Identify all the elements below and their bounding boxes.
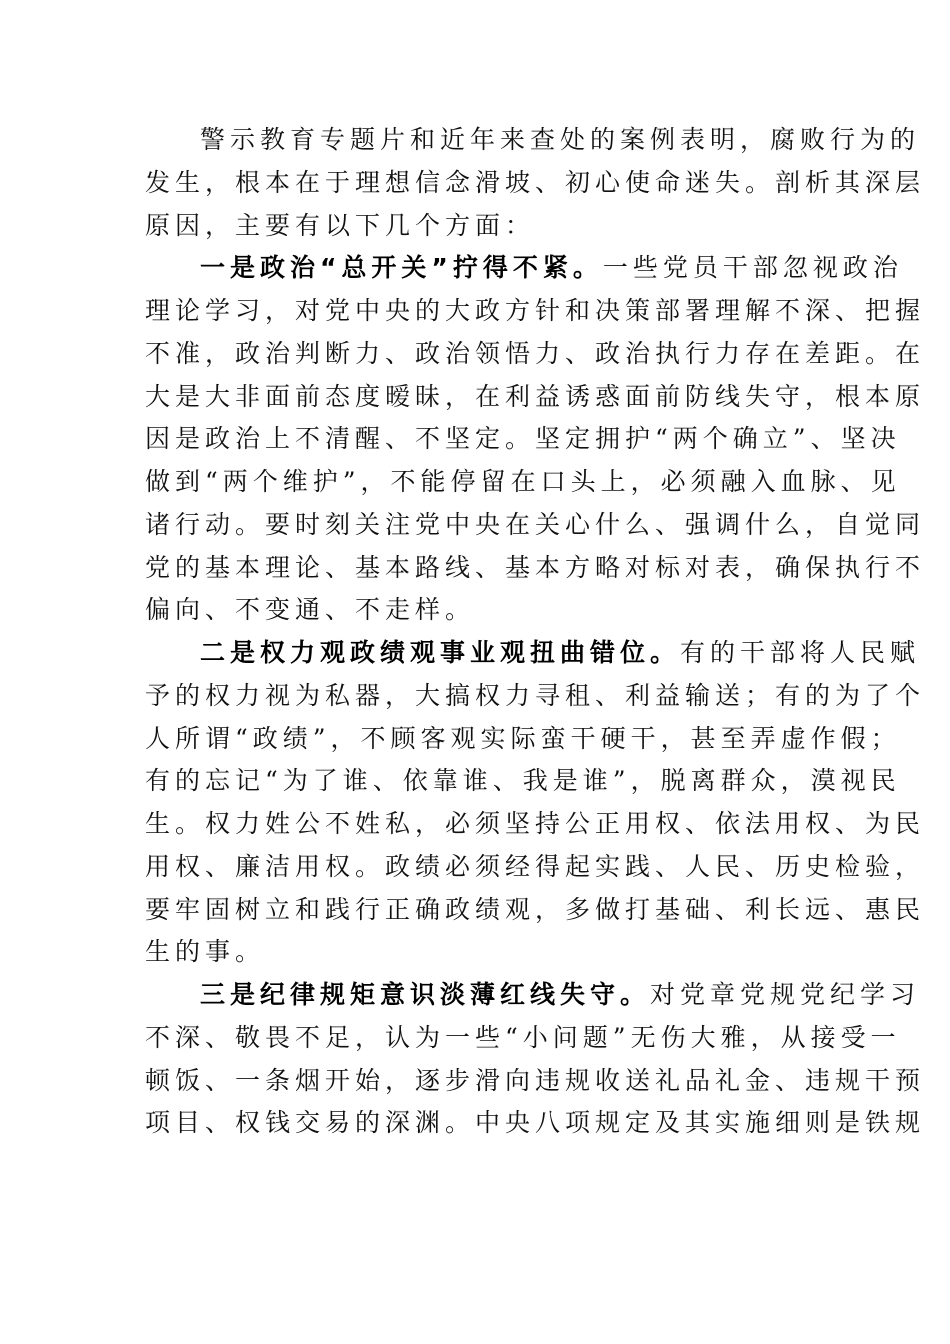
paragraph-heading: 一是政治“总开关”拧得不紧。 (200, 253, 603, 283)
paragraph-2-line (145, 289, 926, 332)
line-text: 党的基本理论、基本路线、基本方略对标对表，确保执行不 (145, 552, 926, 582)
line-text: 偏向、不变通、不走样。 (145, 595, 476, 625)
paragraph-1-line (200, 118, 921, 161)
line-text: 顿饭、一条烟开始，逐步滑向违规收送礼品礼金、违规干预 (145, 1065, 926, 1095)
paragraph-2-line (200, 246, 903, 289)
paragraph-1-line (145, 204, 825, 247)
line-text: 原因，主要有以下几个方面： (145, 210, 536, 240)
line-text: 发生，根本在于理想信念滑坡、初心使命迷失。剖析其深层 (145, 167, 926, 197)
paragraph-3-line (145, 845, 926, 888)
line-text: 生的事。 (145, 937, 266, 967)
line-text: 人所谓“政绩”，不顾客观实际蛮干硬干，甚至弄虚作假； (145, 723, 901, 753)
line-text: 诸行动。要时刻关注党中央在关心什么、强调什么，自觉同 (145, 509, 926, 539)
line-text: 要牢固树立和践行正确政绩观，多做打基础、利长远、惠民 (145, 894, 926, 924)
paragraph-3-line (145, 802, 926, 845)
line-text: 项目、权钱交易的深渊。中央八项规定及其实施细则是铁规 (145, 1108, 926, 1138)
line-text: 一些党员干部忽视政治 (602, 253, 903, 283)
paragraph-4-line (145, 1101, 926, 1144)
paragraph-heading: 三是纪律规矩意识淡薄红线失守。 (200, 980, 651, 1009)
paragraph-2-line (145, 332, 926, 375)
line-text: 警示教育专题片和近年来查处的案例表明，腐败行为的 (200, 125, 921, 154)
paragraph-1-line (145, 161, 926, 204)
line-text: 对党章党规党纪学习 (650, 980, 921, 1009)
paragraph-4-line (145, 1016, 901, 1059)
paragraph-2-line (145, 503, 926, 546)
paragraph-3-line (145, 888, 926, 931)
paragraph-2-line (145, 546, 926, 589)
paragraph-2-line (145, 588, 825, 631)
paragraph-2-line (145, 460, 901, 503)
paragraph-4-line (145, 1059, 926, 1102)
paragraph-4-line (200, 973, 921, 1016)
paragraph-3-line (145, 674, 926, 717)
paragraph-3-line (145, 930, 825, 973)
line-text: 不深、敬畏不足，认为一些“小问题”无伤大雅，从接受一 (145, 1022, 901, 1052)
line-text: 生。权力姓公不姓私，必须坚持公正用权、依法用权、为民 (145, 809, 926, 838)
line-text: 理论学习，对党中央的大政方针和决策部署理解不深、把握 (145, 296, 926, 325)
paragraph-heading: 二是权力观政绩观事业观扭曲错位。 (200, 638, 681, 667)
paragraph-3-line (145, 759, 901, 802)
line-text: 有的忘记“为了谁、依靠谁、我是谁”，脱离群众，漠视民 (145, 766, 901, 796)
line-text: 因是政治上不清醒、不坚定。坚定拥护“两个确立”、坚决 (145, 424, 901, 454)
line-text: 用权、廉洁用权。政绩必须经得起实践、人民、历史检验， (145, 851, 926, 881)
line-text: 予的权力视为私器，大搞权力寻租、利益输送；有的为了个 (145, 680, 926, 710)
line-text: 有的干部将人民赋 (680, 638, 921, 667)
paragraph-2-line (145, 417, 901, 460)
paragraph-2-line (145, 375, 926, 418)
line-text: 大是大非面前态度暧昧，在利益诱惑面前防线失守，根本原 (145, 381, 926, 411)
paragraph-3-line (200, 631, 921, 674)
paragraph-3-line (145, 717, 901, 760)
line-text: 做到“两个维护”，不能停留在口头上，必须融入血脉、见 (145, 467, 901, 496)
line-text: 不准，政治判断力、政治领悟力、政治执行力存在差距。在 (145, 338, 926, 368)
